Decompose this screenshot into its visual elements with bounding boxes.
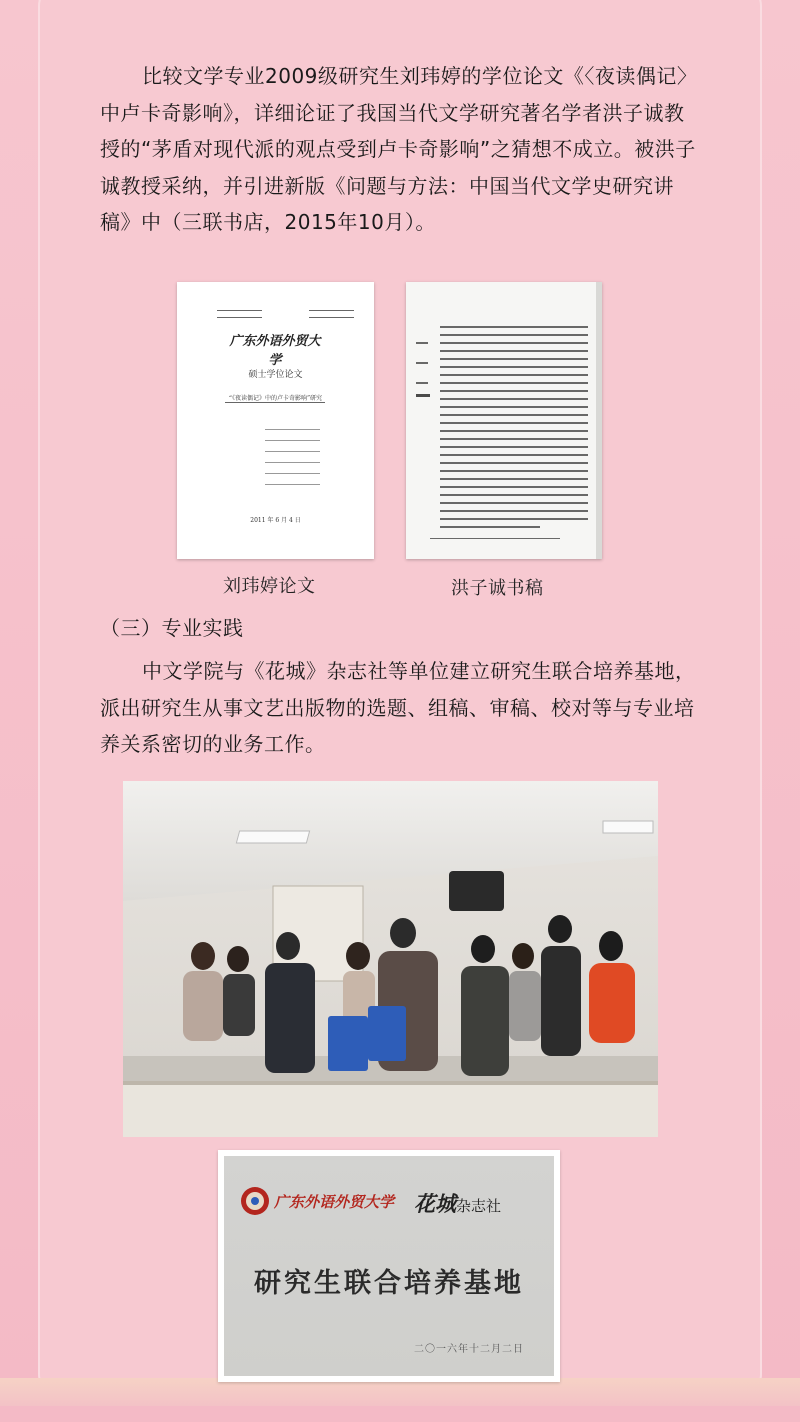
thesis-university-logo-text: 广东外语外贸大学 [229, 334, 321, 368]
plaque-university-name: 广东外语外贸大学 [274, 1193, 395, 1211]
group-photo-illustration [123, 781, 658, 1137]
university-emblem-icon [240, 1186, 270, 1216]
joint-base-plaque [218, 1150, 560, 1382]
paragraph-thesis: 比较文学专业2009级研究生刘玮婷的学位论文《〈夜读偶记〉中卢卡奇影响》，详细论证了我国当代文学研究著名学者洪子诚教授的“茅盾对现代派的观点受到卢卡奇影响”之猜想不成立。被洪子诚教授采纳，并引进新版《问题与方法：中国当代文学史研究讲稿》中（三联书店，2015年10月）。 [100, 64, 698, 234]
thesis-date: 2011 年 6 月 4 日 [250, 517, 301, 524]
magazine-suffix: 杂志社 [456, 1197, 502, 1215]
plaque-title: 研究生联合培养基地 [254, 1268, 524, 1299]
thesis-caption: 刘玮婷论文 [223, 576, 316, 597]
thesis-cover-image [177, 282, 374, 559]
paragraph-practice: 中文学院与《花城》杂志社等单位建立研究生联合培养基地，派出研究生从事文艺出版物的选题、组稿、审稿、校对等与专业培养关系密切的业务工作。 [100, 659, 696, 756]
thesis-degree: 硕士学位论文 [248, 370, 303, 380]
plaque-magazine-name [414, 1188, 501, 1218]
bottom-band [0, 1378, 800, 1406]
thesis-title: “《夜读偶记》中的卢卡奇影响”研究 [228, 395, 323, 402]
book-manuscript-image [406, 282, 602, 559]
plaque-date: 二〇一六年十二月二日 [414, 1344, 524, 1355]
group-photo [123, 781, 658, 1137]
section-heading: （三）专业实践 [100, 616, 244, 640]
magazine-logo-text: 花城 [414, 1191, 456, 1216]
book-caption: 洪子诚书稿 [451, 578, 544, 599]
